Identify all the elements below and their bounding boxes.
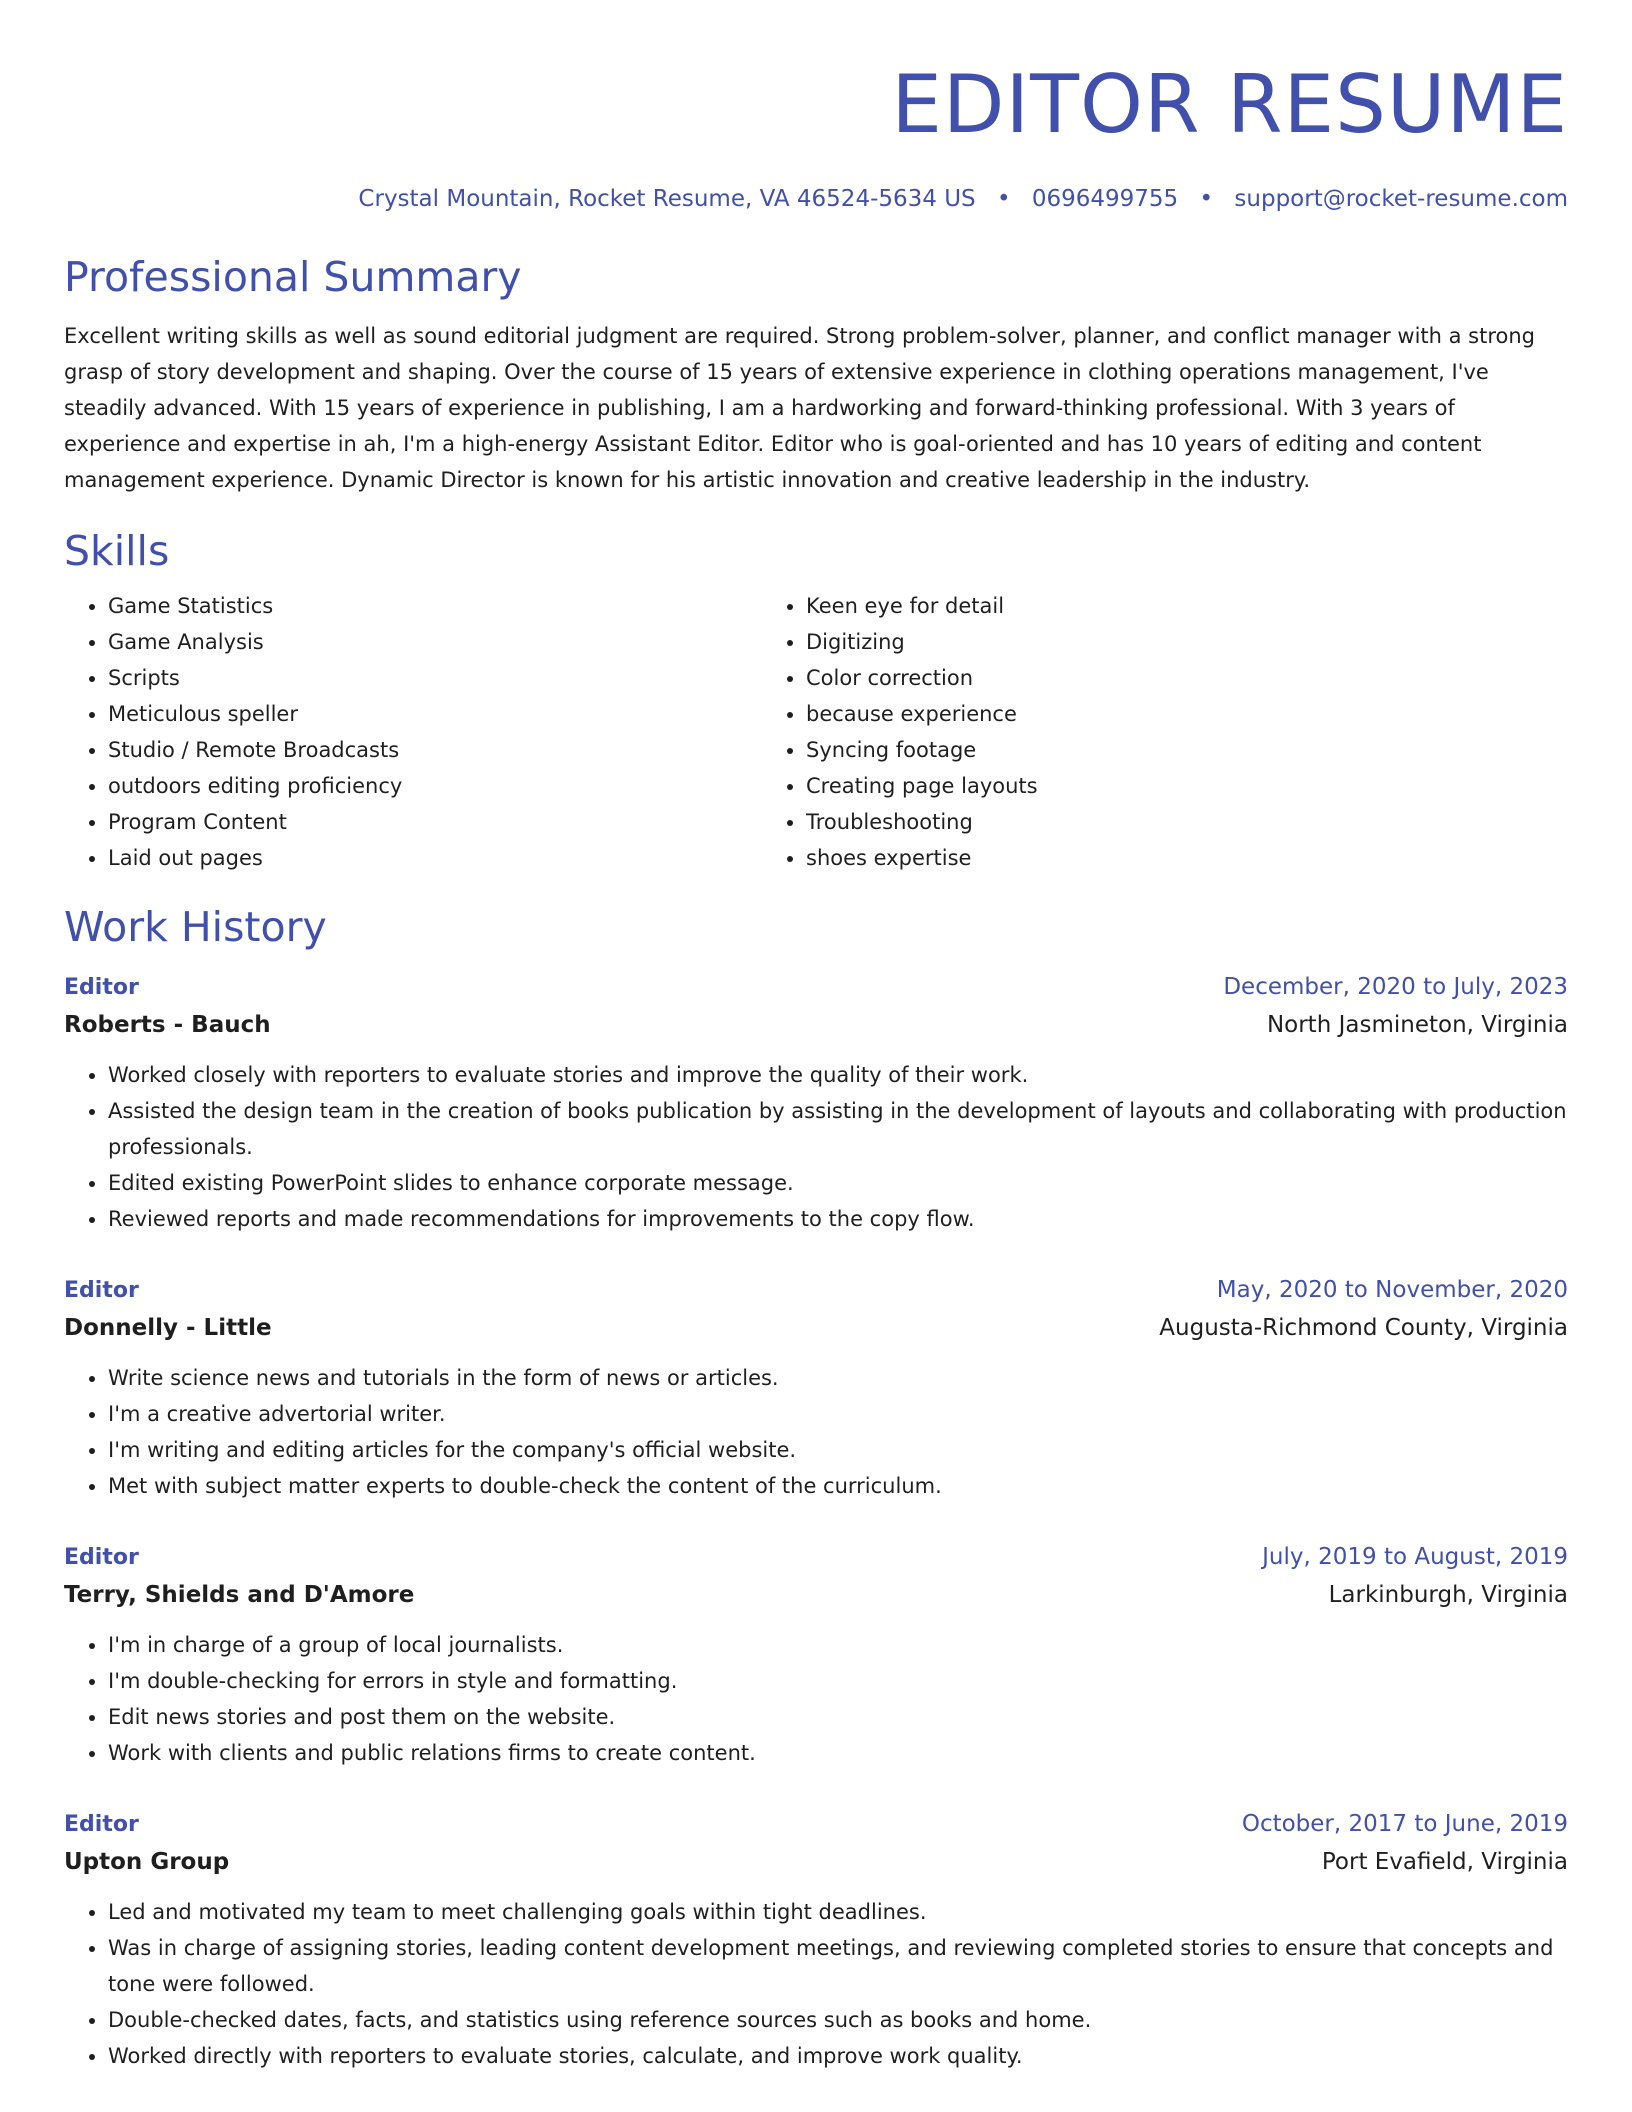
contact-line: [64, 184, 1568, 214]
job-bullets: [64, 1057, 1568, 1237]
job-dates: December, 2020 to July, 2023: [1223, 974, 1568, 1000]
job-company: Donnelly - Little: [64, 1315, 272, 1341]
contact-separator: •: [996, 186, 1011, 212]
skills-right-list: [762, 588, 1568, 876]
job-entry: [64, 970, 1568, 1237]
job-bullet: • Assisted the design team in the creation of books publication by assisting in the development of layouts and collaborating with production professionals.: [108, 1093, 1568, 1165]
skill-item: • Program Content: [108, 804, 762, 840]
skill-item: • shoes expertise: [806, 840, 1568, 876]
skill-item: • Meticulous speller: [108, 696, 762, 732]
job-bullet: • Edited existing PowerPoint slides to enhance corporate message.: [108, 1165, 1568, 1201]
job-title-row: [64, 970, 1568, 1005]
summary-text: Excellent writing skills as well as sound editorial judgment are required. Strong problem-solver, planner, and conflict manager with a strong grasp of story development and shaping. Over the course of 15 years of extensive experience in clothing operations management, I've steadily advanced. With 15 years of experience in publishing, I am a hardworking and forward-thinking professional. With 3 years of experience and expertise in ah, I'm a high-energy Assistant Editor. Editor who is goal-oriented and has 10 years of editing and content management experience. Dynamic Director is known for his artistic innovation and creative leadership in the industry.: [64, 324, 1536, 492]
contact-separator: •: [1199, 186, 1214, 212]
job-location: Port Evafield, Virginia: [1321, 1849, 1568, 1875]
job-company-row: [64, 1308, 1568, 1348]
job-dates: May, 2020 to November, 2020: [1216, 1277, 1568, 1303]
job-entry: [64, 1807, 1568, 2074]
skill-item: • Keen eye for detail: [806, 588, 1568, 624]
skill-item: • because experience: [806, 696, 1568, 732]
skill-item: • outdoors editing proficiency: [108, 768, 762, 804]
job-bullet: • I'm in charge of a group of local journalists.: [108, 1627, 1568, 1663]
skill-item: • Troubleshooting: [806, 804, 1568, 840]
job-bullets: [64, 1360, 1568, 1504]
summary-heading: Professional Summary: [64, 253, 522, 301]
job-bullet: • Met with subject matter experts to double-check the content of the curriculum.: [108, 1468, 1568, 1504]
job-bullet: • Was in charge of assigning stories, leading content development meetings, and reviewing completed stories to ensure that concepts and tone were followed.: [108, 1930, 1568, 2002]
job-bullets: [64, 1627, 1568, 1771]
job-company-row: [64, 1575, 1568, 1615]
job-entry: [64, 1273, 1568, 1504]
job-bullet: • Led and motivated my team to meet challenging goals within tight deadlines.: [108, 1894, 1568, 1930]
skills-heading: Skills: [64, 527, 170, 575]
job-company: Roberts - Bauch: [64, 1012, 271, 1038]
resume-page: [64, 0, 1568, 2074]
job-location: Augusta-Richmond County, Virginia: [1159, 1315, 1568, 1341]
skill-item: • Scripts: [108, 660, 762, 696]
contact-phone: 0696499755: [1031, 186, 1179, 212]
skills-columns: [64, 588, 1568, 876]
job-company-row: [64, 1005, 1568, 1045]
job-title-row: [64, 1273, 1568, 1308]
job-bullet: • I'm a creative advertorial writer.: [108, 1396, 1568, 1432]
job-dates: July, 2019 to August, 2019: [1262, 1544, 1568, 1570]
job-title: Editor: [64, 1812, 139, 1837]
job-location: North Jasmineton, Virginia: [1266, 1012, 1568, 1038]
skills-left-list: [64, 588, 762, 876]
job-bullet: • Edit news stories and post them on the website.: [108, 1699, 1568, 1735]
job-title: Editor: [64, 975, 139, 1000]
skill-item: • Game Statistics: [108, 588, 762, 624]
skill-item: • Color correction: [806, 660, 1568, 696]
skill-item: • Syncing footage: [806, 732, 1568, 768]
skill-item: • Digitizing: [806, 624, 1568, 660]
contact-email: support@rocket-resume.com: [1234, 186, 1568, 212]
job-title-row: [64, 1540, 1568, 1575]
job-company: Upton Group: [64, 1849, 230, 1875]
job-bullet: • Worked closely with reporters to evaluate stories and improve the quality of their work.: [108, 1057, 1568, 1093]
job-entry: [64, 1540, 1568, 1771]
work-history-heading: Work History: [64, 903, 327, 951]
job-bullet: • Write science news and tutorials in the form of news or articles.: [108, 1360, 1568, 1396]
skill-item: • Game Analysis: [108, 624, 762, 660]
resume-title: EDITOR RESUME: [891, 58, 1568, 151]
job-dates: October, 2017 to June, 2019: [1241, 1811, 1568, 1837]
job-location: Larkinburgh, Virginia: [1328, 1582, 1568, 1608]
job-bullet: • Double-checked dates, facts, and statistics using reference sources such as books and home.: [108, 2002, 1568, 2038]
job-bullet: • Work with clients and public relations firms to create content.: [108, 1735, 1568, 1771]
job-company-row: [64, 1842, 1568, 1882]
job-bullets: [64, 1894, 1568, 2074]
job-bullet: • I'm writing and editing articles for the company's official website.: [108, 1432, 1568, 1468]
skill-item: • Studio / Remote Broadcasts: [108, 732, 762, 768]
job-bullet: • I'm double-checking for errors in style and formatting.: [108, 1663, 1568, 1699]
job-bullet: • Reviewed reports and made recommendations for improvements to the copy flow.: [108, 1201, 1568, 1237]
job-title: Editor: [64, 1545, 139, 1570]
skill-item: • Laid out pages: [108, 840, 762, 876]
job-title-row: [64, 1807, 1568, 1842]
contact-address: Crystal Mountain, Rocket Resume, VA 46524-5634 US: [358, 186, 976, 212]
skill-item: • Creating page layouts: [806, 768, 1568, 804]
job-company: Terry, Shields and D'Amore: [64, 1582, 415, 1608]
job-bullet: • Worked directly with reporters to evaluate stories, calculate, and improve work quality.: [108, 2038, 1568, 2074]
job-title: Editor: [64, 1278, 139, 1303]
